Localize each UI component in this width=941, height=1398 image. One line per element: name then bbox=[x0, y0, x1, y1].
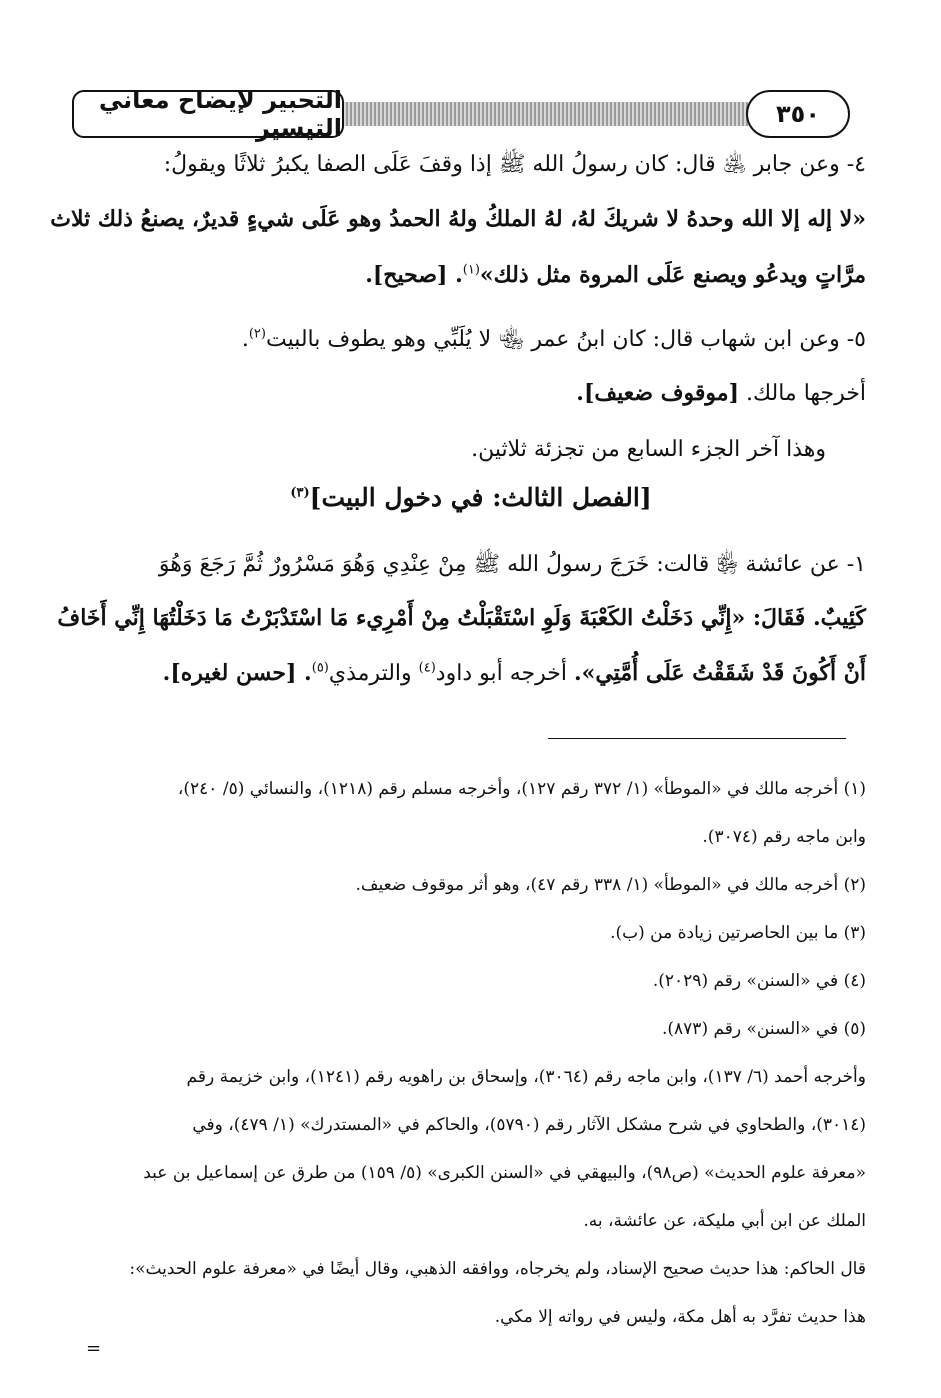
footnote-ref-1: (١) bbox=[462, 262, 480, 278]
footnote-2: (٢) أخرجه مالك في «الموطأ» (١/ ٣٣٨ رقم ٤٧)، وهو أثر موقوف ضعيف. bbox=[355, 875, 866, 895]
hadith5-source-line bbox=[76, 380, 866, 406]
hadith4-quote-end: مرَّاتٍ ويدعُو ويصنع عَلَى المروة مثل ذلك» bbox=[479, 262, 866, 288]
footnote-hakim-1: قال الحاكم: هذا حديث صحيح الإسناد، ولم يخرجاه، ووافقه الذهبي، وقال أيضًا في «معرفة علوم الحديث»: bbox=[129, 1259, 866, 1279]
footnote-separator bbox=[548, 738, 846, 739]
hadith5-body: ٥- وعن ابن شهاب قال: كان ابنُ عمر ﵄ لا يُلَبِّي وهو يطوف بالبيت bbox=[265, 327, 866, 352]
footnote-4: (٤) في «السنن» رقم (٢٠٢٩). bbox=[652, 971, 866, 991]
hadith1-src-b: والترمذي bbox=[328, 661, 419, 686]
footnote-5: (٥) في «السنن» رقم (٨٧٣). bbox=[661, 1019, 866, 1039]
footnote-extra-2: (٣٠١٤)، والطحاوي في شرح مشكل الآثار رقم (٥٧٩٠)، والحاكم في «المستدرك» (١/ ٤٧٩)، وفي bbox=[192, 1115, 866, 1135]
footnote-hakim-2: هذا حديث تفرَّد به أهل مكة، وليس في رواته إلا مكي. bbox=[494, 1307, 866, 1327]
footnote-ref-2: (٢) bbox=[248, 326, 266, 342]
footnote-1b: وابن ماجه رقم (٣٠٧٤). bbox=[702, 827, 866, 847]
chapter-heading bbox=[76, 483, 866, 512]
footnote-ref-4: (٤) bbox=[418, 660, 436, 676]
page-continuation-mark: = bbox=[86, 1338, 102, 1359]
hadith4-grade: . [صحيح]. bbox=[365, 262, 463, 288]
footnote-3: (٣) ما بين الحاصرتين زيادة من (ب). bbox=[610, 923, 866, 943]
hadith1-line3 bbox=[76, 660, 866, 686]
hadith5-text: ٥- وعن ابن شهاب قال: كان ابنُ عمر ﵄ لا يُلَبِّي وهو يطوف بالبيت$^{(٢)}$. bbox=[241, 326, 866, 352]
footnote-1a: (١) أخرجه مالك في «الموطأ» (١/ ٣٧٢ رقم ١٢٧)، وأخرجه مسلم رقم (١٢١٨)، والنسائي (٥/ ٢٤٠)، bbox=[177, 779, 866, 799]
hadith4-quote-line1: «لا إله إلا الله وحدهُ لا شريكَ لهُ، لهُ الملكُ ولهُ الحمدُ وهو عَلَى شيءٍ قديرٌ، يصنعُ ذلك ثلاث bbox=[50, 206, 866, 232]
hadith4-intro: ٤- وعن جابر ﵁ قال: كان رسولُ الله ﷺ إذا وقفَ عَلَى الصفا يكبرُ ثلاثًا ويقولُ: bbox=[163, 152, 866, 177]
hadith1-grade: . [حسن لغيره]. bbox=[162, 660, 312, 686]
part-end-note: وهذا آخر الجزء السابع من تجزئة ثلاثين. bbox=[471, 437, 826, 462]
hadith1-line2: كَئِيبٌ. فَقَالَ: «إِنِّي دَخَلْتُ الكَعْبَةَ وَلَوِ اسْتَقْبَلْتُ مِنْ أَمْرِيء مَا اسْتَدْبَرْتُ مَا دَخَلْتُهَا إِنِّي أَخَافُ bbox=[57, 605, 866, 631]
footnote-ref-3: (٣) bbox=[290, 485, 310, 501]
book-title: التحبير لإيضاح معاني التيسير bbox=[72, 90, 344, 138]
page-header bbox=[62, 88, 868, 144]
footnote-extra-3: «معرفة علوم الحديث» (ص٩٨)، والبيهقي في «السنن الكبرى» (٥/ ١٥٩) من طرق عن إسماعيل بن عبد bbox=[143, 1163, 866, 1183]
hadith1-quote-end: أَنْ أَكُونَ قَدْ شَقَقْتُ عَلَى أُمَّتِي». bbox=[573, 660, 866, 686]
hadith5-grade: [موقوف ضعيف]. bbox=[576, 380, 739, 406]
chapter-heading-text: [الفصل الثالث: في دخول البيت] bbox=[309, 483, 652, 512]
page-number: ٣٥٠ bbox=[746, 90, 850, 138]
footnote-ref-5: (٥) bbox=[311, 660, 329, 676]
footnote-extra-4: الملك عن ابن أبي مليكة، عن عائشة، به. bbox=[583, 1211, 866, 1231]
hadith4-quote-line2 bbox=[76, 262, 866, 288]
hadith1-src-a: أخرجه أبو داود bbox=[435, 661, 574, 686]
footnote-extra-1: وأخرجه أحمد (٦/ ١٣٧)، وابن ماجه رقم (٣٠٦٤)، وإسحاق بن راهويه رقم (١٢٤١)، وابن خزيمة رقم bbox=[186, 1067, 866, 1087]
hadith5-source: أخرجها مالك. bbox=[745, 381, 866, 406]
hadith1-line1: ١- عن عائشة ﵂ قالت: خَرَجَ رسولُ الله ﷺ مِنْ عِنْدِي وَهُوَ مَسْرُورٌ ثُمَّ رَجَعَ وَهُوَ bbox=[158, 552, 866, 577]
